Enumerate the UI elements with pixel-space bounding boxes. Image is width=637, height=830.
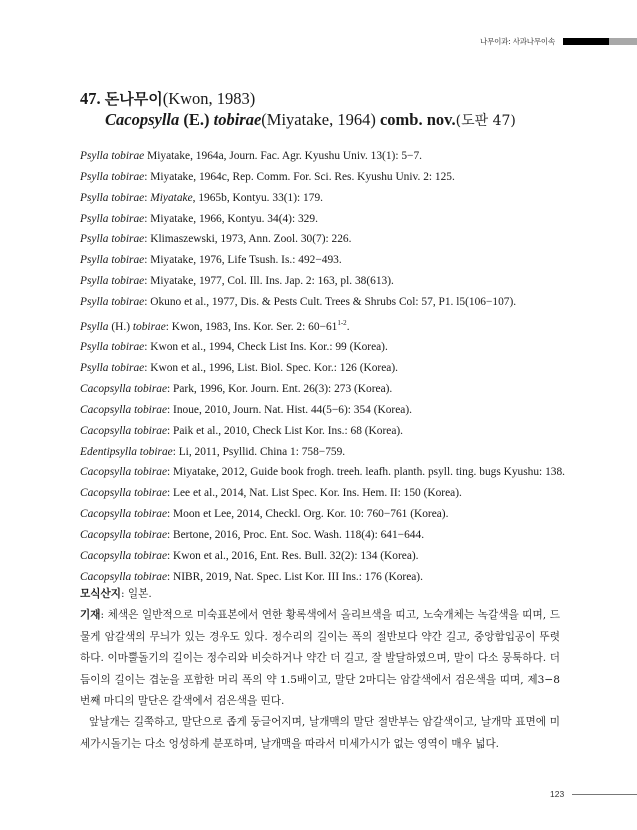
reference-entry: Psylla tobirae: Klimaszewski, 1973, Ann. Zool. 30(7): 226. xyxy=(80,233,352,246)
reference-entry: Cacopsylla tobirae: Park, 1996, Kor. Journ. Ent. 26(3): 273 (Korea). xyxy=(80,383,393,396)
title-scientific-line xyxy=(80,110,516,131)
reference-entry: Cacopsylla tobirae: Paik et al., 2010, Check List Kor. Ins.: 68 (Korea). xyxy=(80,424,404,437)
reference-entry: Cacopsylla tobirae: Lee et al., 2014, Nat. List Spec. Kor. Ins. Hem. II: 150 (Korea). xyxy=(80,487,462,500)
reference-entry: Edentipsylla tobirae: Li, 2011, Psyllid. China 1: 758−759. xyxy=(80,445,346,458)
running-head-bar-gray xyxy=(609,38,637,45)
type-locality-label: 모식산지 xyxy=(80,588,121,600)
page-footer xyxy=(550,789,637,799)
running-head xyxy=(480,36,637,46)
description-paragraph xyxy=(80,605,560,712)
reference-entry: Psylla tobirae Miyatake, 1964a, Journ. Fac. Agr. Kyushu Univ. 13(1): 5−7. xyxy=(80,150,423,162)
reference-entry: Cacopsylla tobirae: NIBR, 2019, Nat. Spec. List Kor. III Ins.: 176 (Korea). xyxy=(80,570,423,583)
type-locality-paragraph xyxy=(80,584,560,605)
genus: Cacopsylla xyxy=(105,110,180,129)
footer-rule xyxy=(572,794,637,795)
scientific-author: (Miyatake, 1964) xyxy=(261,110,376,129)
korean-name-author: (Kwon, 1983) xyxy=(162,89,256,108)
reference-entry: Psylla tobirae: Miyatake, 1966, Kontyu. 34(4): 329. xyxy=(80,212,318,225)
running-head-bar-black xyxy=(563,38,609,45)
subgenus: (E.) xyxy=(183,110,210,129)
nomenclature-status: comb. nov. xyxy=(379,110,456,129)
reference-entry: Cacopsylla tobirae: Kwon et al., 2016, Ent. Res. Bull. 32(2): 134 (Korea). xyxy=(80,549,419,562)
reference-entry: Psylla tobirae: Miyatake, 1976, Life Tsush. Is.: 492−493. xyxy=(80,254,342,267)
page-number: 123 xyxy=(550,789,565,799)
forewing-paragraph: 앞날개는 길쭉하고, 말단으로 좁게 둥글어지며, 날개맥의 말단 절반부는 암갈색이고, 날개막 표면에 미세가시돌기는 다소 엉성하게 분포하며, 날개맥을 따라서 미세가시가 없는 영역이 매우 넓다. xyxy=(80,716,560,750)
running-head-label: 나무이과: 사과나무이속 xyxy=(480,36,555,46)
reference-entry: Psylla tobirae: Kwon et al., 1994, Check List Ins. Kor.: 99 (Korea). xyxy=(80,341,388,354)
korean-name: 돈나무이 xyxy=(104,90,163,108)
reference-entry: Psylla tobirae: Okuno et al., 1977, Dis. & Pests Cult. Trees & Shrubs Col: 57, P1. l5(106−107). xyxy=(80,295,517,308)
reference-entry: Cacopsylla tobirae: Bertone, 2016, Proc. Ent. Soc. Wash. 118(4): 641−644. xyxy=(80,528,425,541)
reference-entry: Psylla tobirae: Miyatake, 1965b, Kontyu. 33(1): 179. xyxy=(80,191,323,204)
description-label: 기재 xyxy=(80,609,101,622)
synonymy-list xyxy=(80,146,620,588)
species-title xyxy=(80,89,516,131)
reference-entry: Cacopsylla tobirae: Inoue, 2010, Journ. Nat. Hist. 44(5−6): 354 (Korea). xyxy=(80,403,412,416)
species-description xyxy=(80,584,560,755)
description-text: : 체색은 일반적으로 미숙표본에서 연한 황록색에서 올리브색을 띠고, 노숙개체는 녹갈색을 띠며, 드물게 암갈색의 무늬가 있는 경우도 있다. 정수리의 길이는 폭의 절반보다 약간 길고, 중앙함입공이 뚜렷하다. 이마뿔돌기의 길이는 정수리와 비슷하거나 약간 더 길고, 잘 발달하였으며, 말이 다소 뭉툭하다. 더듬이의 길이는 겹눈을 포함한 머리 폭의 약 1.5배이고, 말단 2마디는 암갈색에서 검은색을 띠며, 제3−8번째 마디의 말단은 갈색에서 검은색을 띤다. xyxy=(80,609,560,708)
reference-entry: Psylla tobirae: Kwon et al., 1996, List. Biol. Spec. Kor.: 126 (Korea). xyxy=(80,362,398,375)
species-number: 47. xyxy=(80,89,101,108)
reference-entry: Cacopsylla tobirae: Miyatake, 2012, Guide book frogh. treeh. leafh. planth. psyll. ting. bugs Kyushu: 138. xyxy=(80,466,566,479)
title-korean-line xyxy=(80,89,516,109)
type-locality-text: : 일본. xyxy=(120,588,152,600)
reference-entry: Psylla tobirae: Miyatake, 1964c, Rep. Comm. For. Sci. Res. Kyushu Univ. 2: 125. xyxy=(80,170,455,183)
plate-reference: (도판 47) xyxy=(455,113,516,129)
reference-entry: Psylla tobirae: Miyatake, 1977, Col. Ill. Ins. Jap. 2: 163, pl. 38(613). xyxy=(80,275,394,288)
species-epithet: tobirae xyxy=(213,110,262,129)
reference-entry: Cacopsylla tobirae: Moon et Lee, 2014, Checkl. Org. Kor. 10: 760−761 (Korea). xyxy=(80,508,449,521)
reference-entry: Psylla (H.) tobirae: Kwon, 1983, Ins. Kor. Ser. 2: $60-61^{1-2}$. xyxy=(80,318,350,333)
